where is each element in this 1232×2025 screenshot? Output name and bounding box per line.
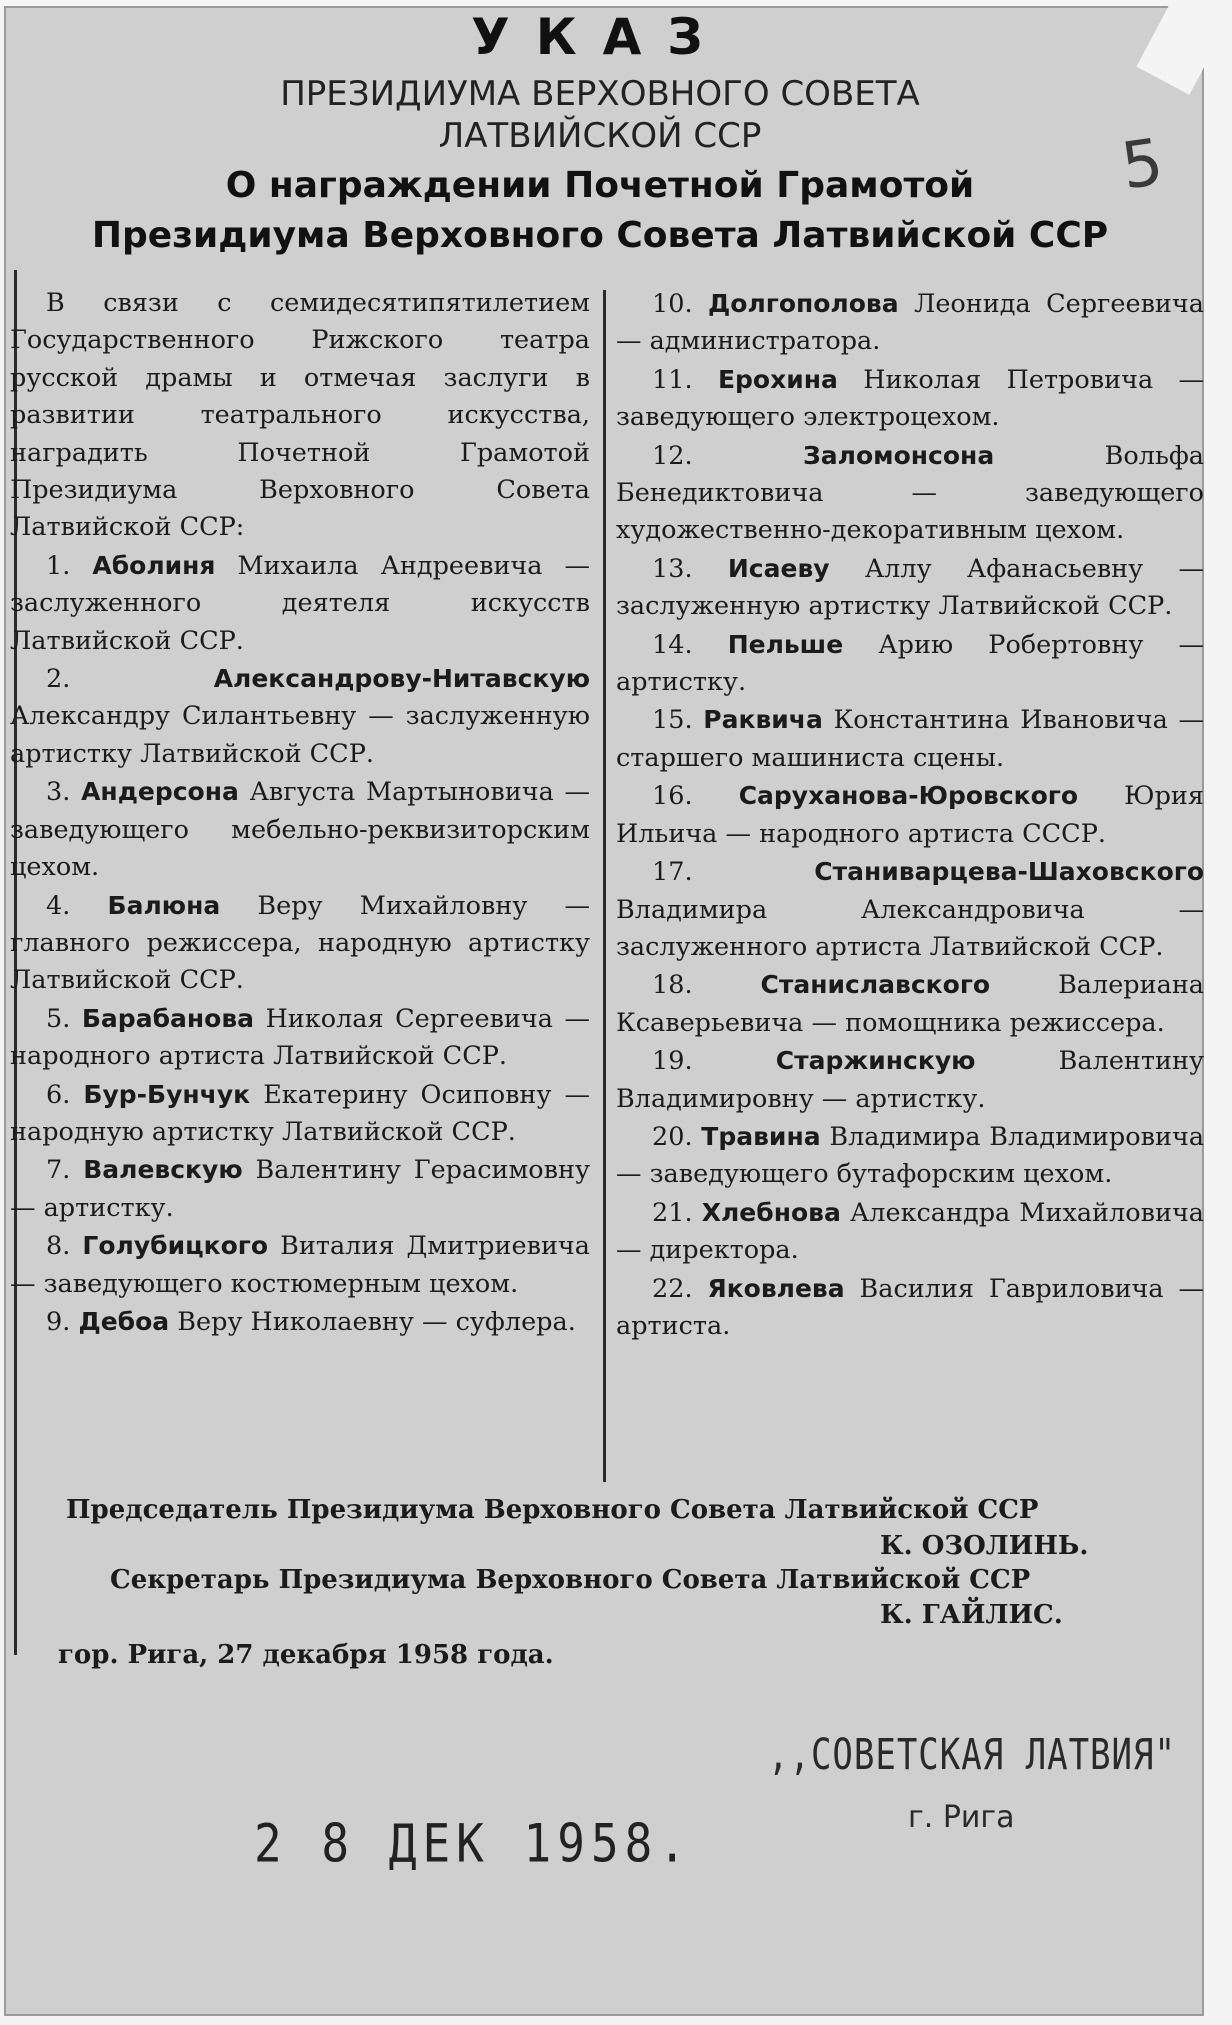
awardee-list-right [616,285,1204,1345]
awardee-item [10,773,590,886]
awardee-details: Михаила Андреевича — заслуженного деятеля искусств Латвийской ССР. [10,550,590,656]
awardee-item [616,1118,1204,1194]
decree-intro: В связи с семидесятипятилетием Государственного Рижского театра русской драмы и отмечая заслуги в развитии театрального искусства, наградить Почетной Грамотой Президиума Верховного Совета Латвийской ССР: [10,288,590,543]
awardee-surname: Андерсона [81,777,239,807]
newspaper-stamp: ,,СОВЕТСКАЯ ЛАТВИЯ" [768,1730,1176,1780]
awardee-item [10,1000,590,1076]
awardee-surname: Исаеву [727,553,830,583]
awardee-details: Константина Ивановича — старшего машиниста сцены. [616,705,1204,773]
awardee-number: 11. [652,364,693,395]
awardee-surname: Бур-Бунчук [83,1079,251,1109]
awardee-number: 19. [652,1046,693,1077]
awardee-item [616,1270,1204,1346]
awardee-surname: Дебоа [78,1306,170,1336]
awardee-details: Александру Силантьевну — заслуженную артистку Латвийской ССР. [10,701,590,769]
awardee-surname: Хлебнова [701,1197,841,1227]
awardee-number: 10. [652,289,693,319]
secretary-name: К. ГАЙЛИС. [880,1600,1063,1630]
awardee-number: 16. [652,781,693,812]
decree-subject-line-2: Президиума Верховного Совета Латвийской ССР [91,215,1109,256]
awardee-surname: Пельше [727,629,844,659]
date-stamp: 2 8 ДЕК 1958. [254,1811,693,1875]
awardee-surname: Саруханова-Юровского [738,781,1079,811]
awardee-number: 15. [652,705,693,736]
awardee-surname: Валевскую [83,1155,243,1185]
awardee-details: Валентину Герасимовну — артистку. [10,1155,591,1223]
awardee-surname: Станиславского [760,970,991,1000]
awardee-surname: Старжинскую [775,1046,976,1076]
awardee-surname: Ерохина [717,364,838,394]
awardee-item [10,660,590,773]
awardee-number: 17. [652,857,693,888]
awardee-surname: Аболиня [92,550,216,580]
awardee-item [616,777,1204,853]
awardee-details: Александра Михайловича — директора. [616,1197,1205,1266]
awardee-item [616,626,1204,702]
chairman-title: Председатель Президиума Верховного Совета Латвийской ССР [66,1495,1039,1525]
awardee-details: Юрия Ильича — народного артиста СССР. [616,781,1205,849]
awardee-surname: Яковлева [707,1273,845,1303]
awardee-number: 18. [652,970,693,1001]
awardee-number: 9. [46,1306,71,1337]
awardee-surname: Александрову-Нитавскую [213,664,590,694]
awardee-details: Веру Николаевну — суфлера. [177,1306,576,1337]
awardee-surname: Балюна [107,890,221,920]
awardee-surname: Травина [701,1121,821,1151]
awardee-surname: Голубицкого [82,1231,269,1261]
document-title: УКАЗ [471,8,729,66]
awardee-number: 4. [46,890,71,921]
awardee-item [10,1227,590,1303]
awardee-details: Аллу Афанасьевну — заслуженную артистку Латвийской ССР. [616,553,1204,622]
awardee-details: Василия Гавриловича — артиста. [616,1273,1205,1341]
awardee-details: Вольфа Бенедиктовича — заведующего художественно-декоративным цехом. [616,440,1205,546]
awardee-number: 8. [46,1231,71,1262]
awardee-details: Августа Мартыновича — заведующего мебельно-реквизиторским цехом. [10,777,591,883]
awardee-item [10,1151,590,1227]
awardee-surname: Заломонсона [803,440,995,470]
secretary-title: Секретарь Президиума Верховного Совета Латвийской ССР [110,1565,1031,1595]
awardee-item [10,887,590,1000]
awardee-item [616,1194,1204,1270]
awardee-number: 3. [46,777,71,808]
awardee-item [10,1303,590,1341]
awardee-number: 7. [46,1155,71,1186]
awardee-details: Николая Сергеевича — народного артиста Латвийской ССР. [10,1003,591,1072]
issuing-body-line-1: ПРЕЗИДИУМА ВЕРХОВНОГО СОВЕТА [280,74,920,114]
awardee-details: Леонида Сергеевича — администратора. [616,289,1204,357]
awardee-number: 14. [652,629,693,660]
awardee-item [616,1042,1204,1118]
issuing-body-line-2: ЛАТВИЙСКОЙ ССР [438,116,762,156]
awardee-item [616,285,1204,361]
awardee-surname: Барабанова [81,1003,255,1033]
awardee-surname: Раквича [703,705,823,735]
awardee-item [10,547,590,660]
awardee-number: 21. [652,1197,693,1228]
awardee-surname: Станиварцева-Шаховского [814,857,1204,887]
awardee-number: 5. [46,1003,71,1034]
awardee-number: 1. [46,550,71,581]
awardee-details: Екатерину Осиповну — народную артистку Латвийской ССР. [10,1079,590,1147]
city-stamp: г. Рига [908,1800,1015,1835]
left-column [10,285,590,1341]
awardee-list-left [10,547,590,1342]
awardee-item [10,1076,590,1152]
column-divider [603,290,606,1482]
handwritten-number: 5 [1117,125,1168,205]
awardee-item [616,550,1204,626]
place-and-date: гор. Рига, 27 декабря 1958 года. [58,1640,554,1670]
awardee-number: 6. [46,1079,71,1110]
awardee-details: Веру Михайловну — главного режиссера, народную артистку Латвийской ССР. [10,890,591,996]
awardee-number: 20. [652,1121,693,1152]
awardee-details: Виталия Дмитриевича — заведующего костюмерным цехом. [10,1231,590,1299]
awardee-number: 2. [46,664,71,695]
decree-subject-line-1: О награждении Почетной Грамотой [225,165,975,206]
awardee-surname: Долгополова [708,289,899,318]
awardee-details: Валентину Владимировну — артистку. [616,1046,1205,1114]
awardee-number: 13. [652,553,693,584]
awardee-number: 22. [652,1273,693,1304]
awardee-details: Николая Петровича — заведующего электроцехом. [616,364,1205,433]
awardee-item [616,701,1204,777]
awardee-details: Владимира Александровича — заслуженного артиста Латвийской ССР. [616,894,1204,962]
awardee-item [616,966,1204,1042]
awardee-details: Валериана Ксаверьевича — помощника режиссера. [616,970,1205,1038]
awardee-details: Арию Робертовну — артистку. [616,629,1204,698]
awardee-item [616,853,1204,966]
awardee-details: Владимира Владимировича — заведующего бутафорским цехом. [616,1121,1205,1190]
awardee-item [616,361,1204,437]
right-column [616,285,1204,1345]
awardee-number: 12. [652,440,693,471]
awardee-item [616,437,1204,550]
chairman-name: К. ОЗОЛИНЬ. [880,1531,1089,1561]
